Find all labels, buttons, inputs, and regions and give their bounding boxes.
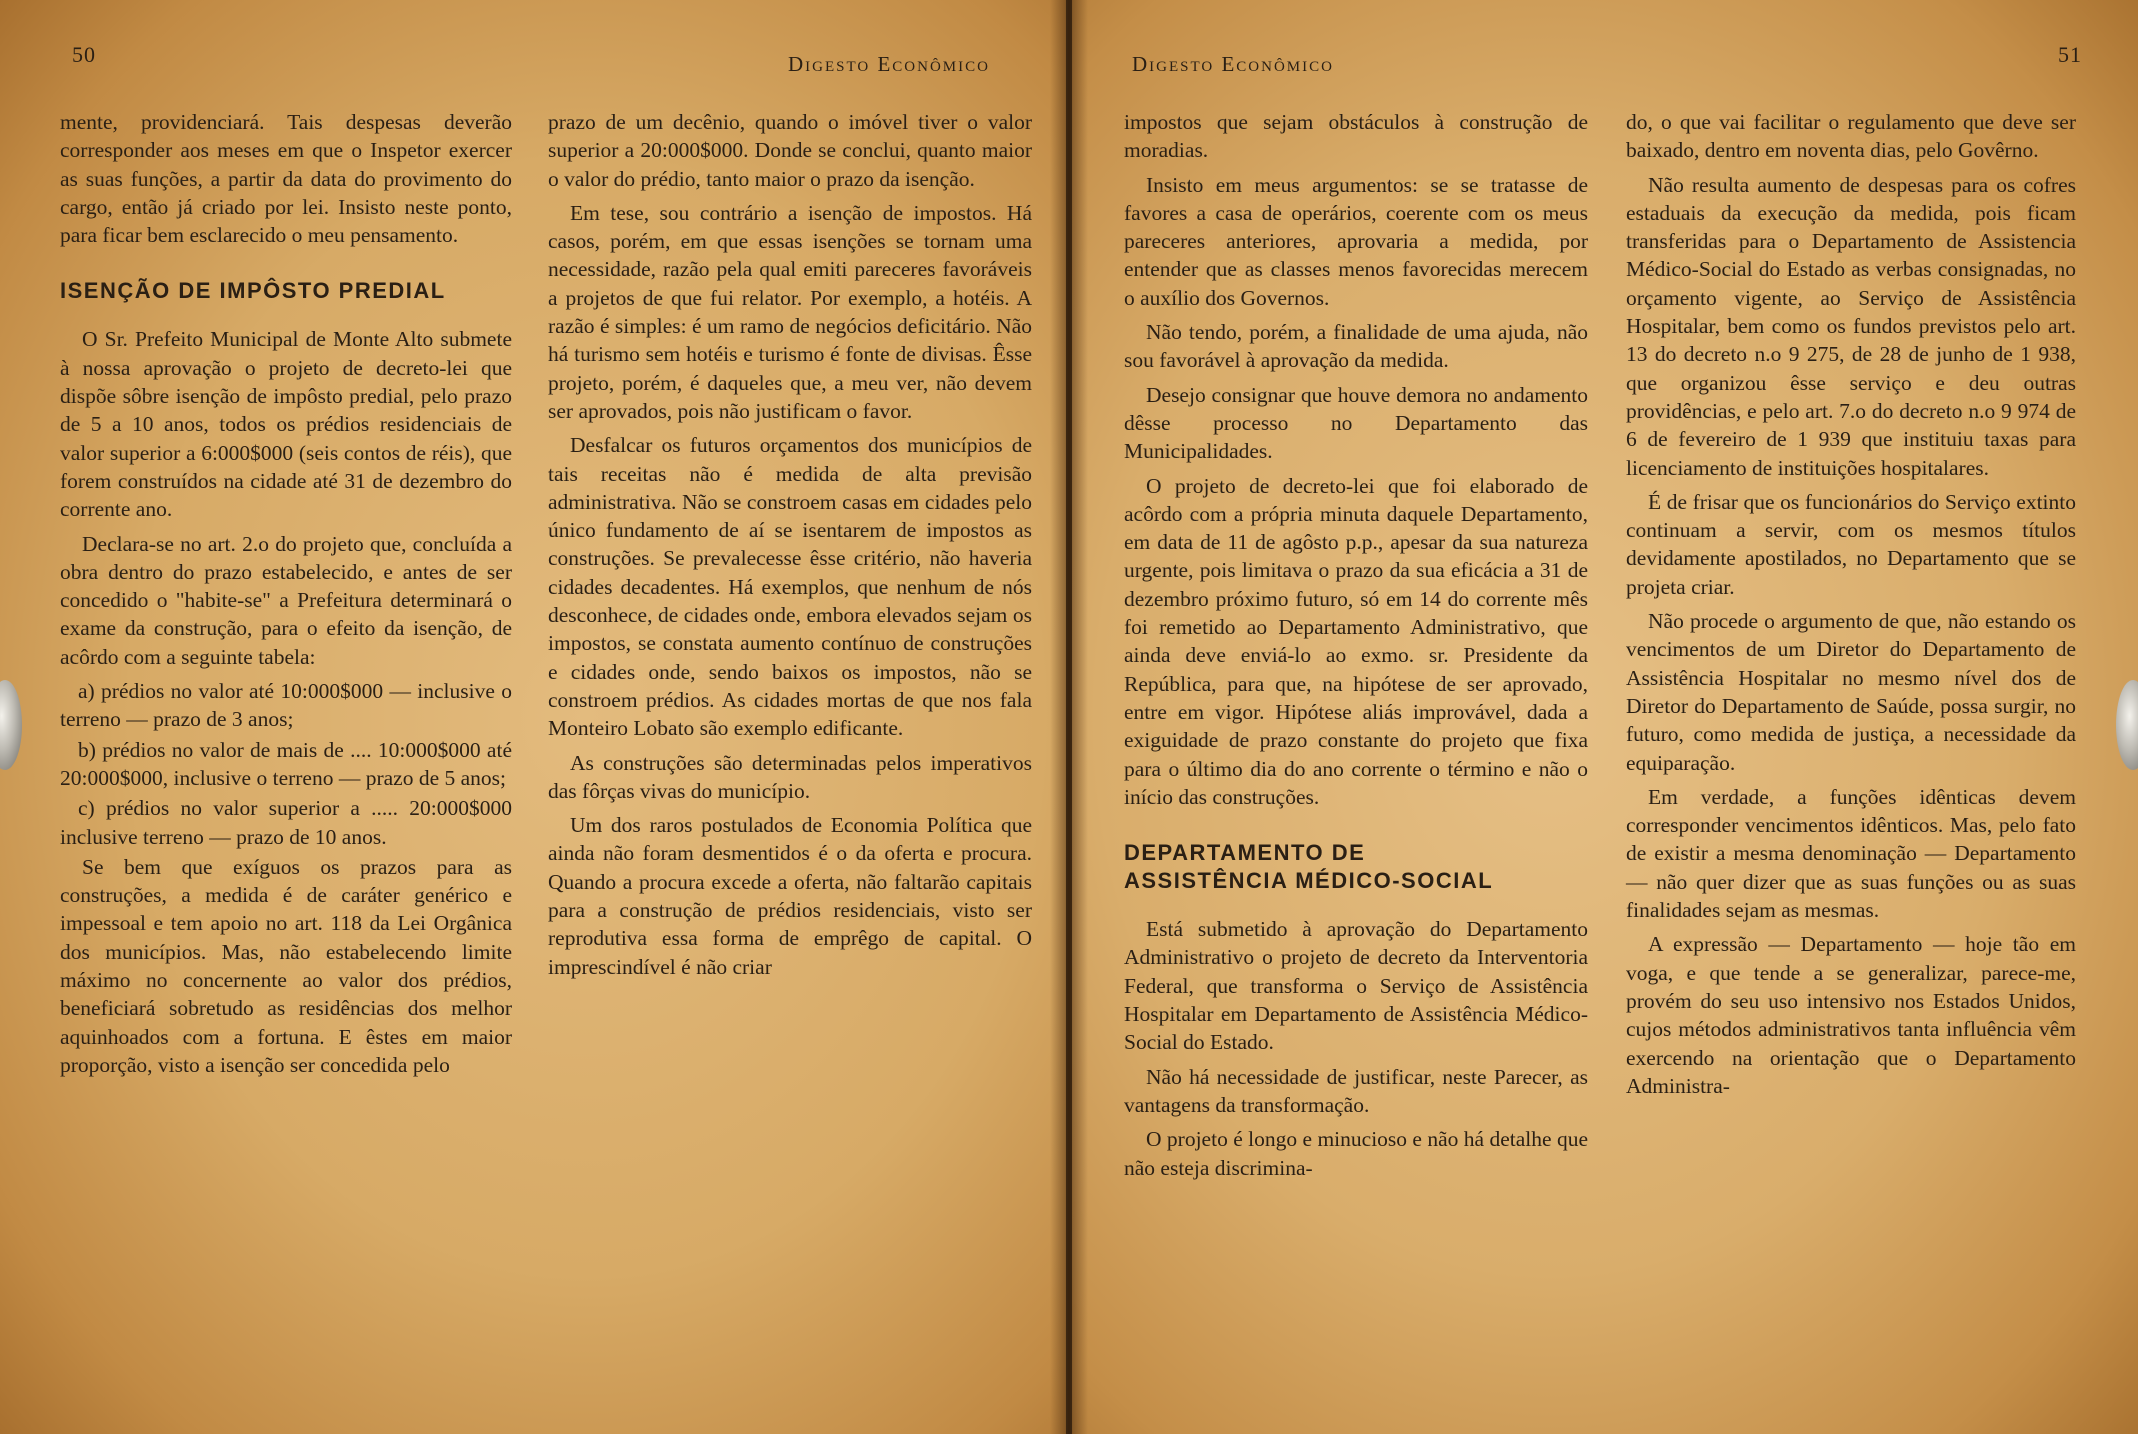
paragraph: O projeto é longo e minucioso e não há detalhe que não esteja discrimina- xyxy=(1124,1127,1588,1180)
paragraph: Se bem que exíguos os prazos para as construções, a medida é de caráter genérico e impessoal e tem apoio no art. 118 da Lei Orgânica dos municípios. Mas, não estabelecendo limite máximo no concernente ao valor dos prédios, beneficiará sobretudo as residências dos melhor aquinhoados com a fortuna. E êstes em maior proporção, visto a isenção ser concedida pelo xyxy=(60,854,512,1077)
paragraph: Desejo consignar que houve demora no andamento dêsse processo no Departamento das Municipalidades. xyxy=(1124,382,1588,464)
paragraph: Desfalcar os futuros orçamentos dos municípios de tais receitas não é medida de alta previsão administrativa. Não se constroem casas em cidades pelo único fundamento de aí se isentarem de impostos as construções. Se prevalecesse êsse critério, não haveria cidades decadentes. Há exemplos, que nenhum de nós desconhece, de cidades onde, embora elevados sejam os impostos, se constata aumento contínuo de construções e cidades onde, sendo baixos os impostos, não se constroem prédios. As cidades mortas de que nos fala Monteiro Lobato são exemplo edificante. xyxy=(548,433,1032,741)
list-item: c) prédios no valor superior a ..... 20:000$000 inclusive terreno — prazo de 10 anos. xyxy=(60,796,512,849)
paragraph: Não tendo, porém, a finalidade de uma ajuda, não sou favorável à aprovação da medida. xyxy=(1124,320,1588,373)
right-column-2 xyxy=(1626,108,2076,1106)
paragraph: As construções são determinadas pelos imperativos das fôrças vivas do município. xyxy=(548,750,1032,803)
paragraph: mente, providenciará. Tais despesas deverão corresponder aos meses em que o Inspetor exercer as suas funções, a partir da data do provimento do cargo, então já criado por lei. Insisto neste ponto, para ficar bem esclarecido o meu pensamento. xyxy=(60,110,512,248)
paragraph: do, o que vai facilitar o regulamento que deve ser baixado, dentro em noventa dias, pelo Govêrno. xyxy=(1626,110,2076,163)
running-head: Digesto Econômico xyxy=(1132,52,1334,76)
paragraph: Está submetido à aprovação do Departamento Administrativo o projeto de decreto da Interventoria Federal, que transforma o Serviço de Assistência Hospitalar em Departamento de Assistência Médico-Social do Estado. xyxy=(1124,917,1588,1055)
list-item: a) prédios no valor até 10:000$000 — inclusive o terreno — prazo de 3 anos; xyxy=(60,679,512,732)
paragraph: Não resulta aumento de despesas para os cofres estaduais da execução da medida, pois ficam transferidas para o Departamento de Assistencia Médico-Social do Estado as verbas consignadas, no orçamento vigente, ao Serviço de Assistência Hospitalar, bem como os fundos previstos pelo art. 13 do decreto n.o 9 275, de 28 de junho de 1 938, que organizou êsse serviço e deu outras providências, e pelo art. 7.o do decreto n.o 9 974 de 6 de fevereiro de 1 939 que instituiu taxas para licenciamento de instituições hospitalares. xyxy=(1626,172,2076,480)
page-gutter xyxy=(1050,0,1088,1434)
section-heading: ISENÇÃO DE IMPÔSTO PREDIAL xyxy=(60,278,446,304)
paragraph: prazo de um decênio, quando o imóvel tiver o valor superior a 20:000$000. Donde se conclui, quanto maior o valor do prédio, tanto maior o prazo da isenção. xyxy=(548,110,1032,191)
paragraph: A expressão — Departamento — hoje tão em voga, e que tende a se generalizar, parece-me, provém do seu uso intensivo nos Estados Unidos, cujos métodos administrativos tanta influência vêm exercendo na orientação que o Departamento Administra- xyxy=(1626,932,2076,1098)
section-heading xyxy=(1124,839,1588,895)
page-number: 50 xyxy=(72,42,96,67)
paragraph: impostos que sejam obstáculos à construção de moradias. xyxy=(1124,110,1588,163)
paragraph: O projeto de decreto-lei que foi elaborado de acôrdo com a própria minuta daquele Departamento, em data de 11 de agôsto p.p., apesar da sua natureza urgente, pois limitava o prazo da sua eficácia a 31 de dezembro próximo futuro, só em 14 do corrente mês foi remetido ao Departamento Administrativo, que ainda deve enviá-lo ao exmo. sr. Presidente da República, para que, na hipótese de ser aprovado, entre em vigor. Hipótese aliás improvável, dada a exiguidade de prazo constante do projeto que fixa para o último dia do ano corrente o término e não o início das construções. xyxy=(1124,473,1588,809)
section-heading-line: DEPARTAMENTO DE xyxy=(1124,840,1366,866)
paragraph: Declara-se no art. 2.o do projeto que, concluída a obra dentro do prazo estabelecido, e antes de ser concedido o "habite-se" a Prefeitura determinará o exame da construção, para o efeito da isenção, de acôrdo com a seguinte tabela: xyxy=(60,531,512,669)
right-page xyxy=(1072,0,2138,1434)
paragraph: O Sr. Prefeito Municipal de Monte Alto submete à nossa aprovação o projeto de decreto-lei que dispõe sôbre isenção de impôsto predial, pelo prazo de 5 a 10 anos, todos os prédios residenciais de valor superior a 6:000$000 (seis contos de réis), que forem construídos na cidade até 31 de dezembro do corrente ano. xyxy=(60,327,512,522)
list-item: b) prédios no valor de mais de .... 10:000$000 até 20:000$000, inclusive o terreno — prazo de 5 anos; xyxy=(60,737,512,790)
paragraph: Insisto em meus argumentos: se se tratasse de favores a casa de operários, coerente com os meus pareceres anteriores, aprovaria a medida, por entender que as classes menos favorecidas merecem o auxílio dos Governos. xyxy=(1124,172,1588,310)
paragraph: Não procede o argumento de que, não estando os vencimentos de um Diretor do Departamento de Assistência Hospitalar no mesmo nível dos de Diretor do Departamento de Saúde, possa surgir, no futuro, como medida de justiça, a necessidade da equiparação. xyxy=(1626,609,2076,775)
paragraph: Em verdade, a funções idênticas devem corresponder vencimentos idênticos. Mas, pelo fato de existir a mesma denominação — Departamento — não quer dizer que as suas funções ou as suas finalidades sejam as mesmas. xyxy=(1626,784,2076,923)
paragraph: Um dos raros postulados de Economia Política que ainda não foram desmentidos é o da oferta e procura. Quando a procura excede a oferta, não faltarão capitais para a construção de prédios residenciais, visto ser reprodutiva essa forma de emprêgo de capital. O imprescindível é não criar xyxy=(548,813,1032,979)
right-column-1 xyxy=(1124,108,1588,1188)
paragraph: É de frisar que os funcionários do Serviço extinto continuam a servir, com os mesmos títulos devidamente apostilados, no Departamento que se projeta criar. xyxy=(1626,489,2076,599)
left-column-2 xyxy=(548,108,1032,987)
running-head: Digesto Econômico xyxy=(788,52,990,76)
left-column-1 xyxy=(60,108,512,1085)
section-heading-line: ASSISTÊNCIA MÉDICO-SOCIAL xyxy=(1124,868,1494,894)
page-number: 51 xyxy=(2058,42,2082,67)
paragraph: Não há necessidade de justificar, neste Parecer, as vantagens da transformação. xyxy=(1124,1064,1588,1117)
paragraph: Em tese, sou contrário a isenção de impostos. Há casos, porém, em que essas isenções se tornam uma necessidade, razão pela qual emiti pareceres favoráveis a projetos de que fui relator. Por exemplo, a hotéis. A razão é simples: é um ramo de negócios deficitário. Não há turismo sem hotéis e turismo é fonte de divisas. Êsse projeto, porém, é daqueles que, a meu ver, não devem ser aprovados, pois não justificam o favor. xyxy=(548,200,1032,423)
left-page xyxy=(0,0,1066,1434)
